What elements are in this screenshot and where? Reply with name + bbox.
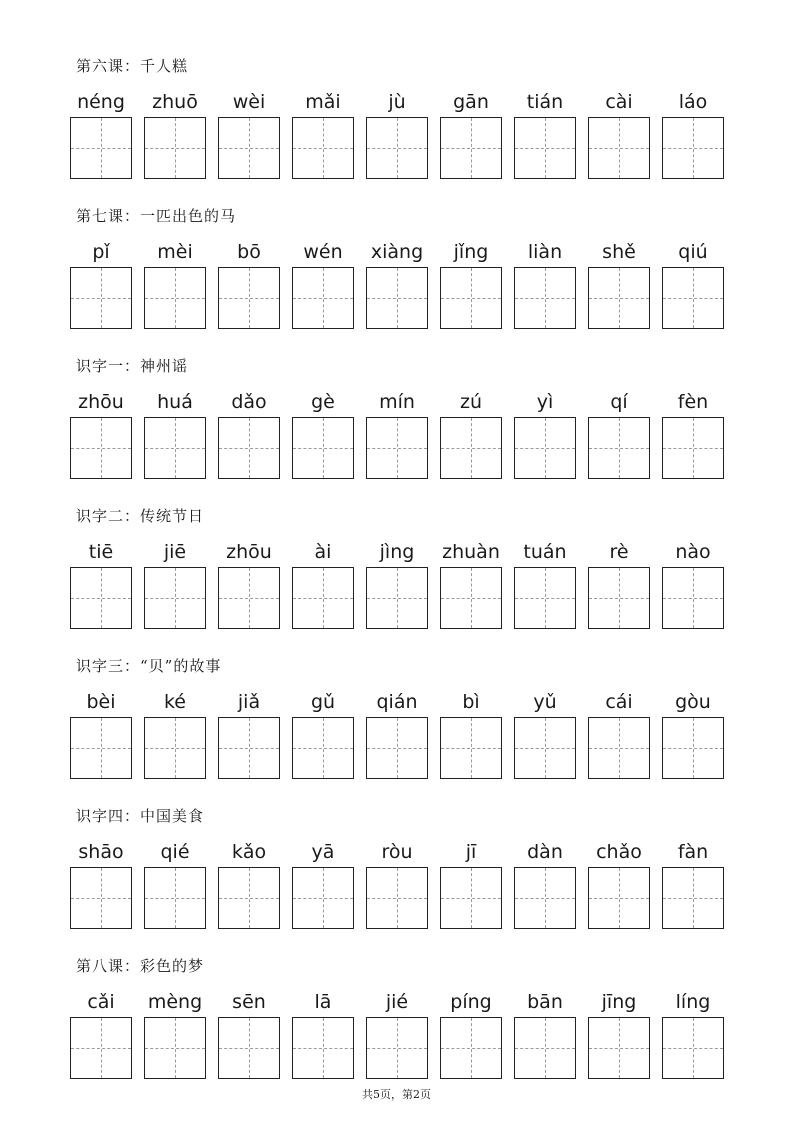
grid-guide-horizontal: [219, 1048, 279, 1049]
grid-guide-horizontal: [71, 898, 131, 899]
pinyin-label: jī: [465, 841, 477, 863]
lesson-title: 第六课：千人糕: [76, 57, 189, 75]
tian-grid-box[interactable]: [514, 1017, 576, 1079]
pinyin-label: bān: [527, 991, 563, 1013]
grid-guide-horizontal: [663, 298, 723, 299]
grid-guide-horizontal: [367, 898, 427, 899]
grid-guide-horizontal: [441, 148, 501, 149]
grid-guide-horizontal: [441, 898, 501, 899]
pinyin-label: dǎo: [231, 391, 267, 413]
grid-guide-horizontal: [293, 148, 353, 149]
pinyin-label: pǐ: [92, 241, 110, 263]
pinyin-label: chǎo: [596, 841, 642, 863]
pinyin-label: yì: [536, 391, 554, 413]
pinyin-label: lā: [314, 991, 332, 1013]
tian-grid-box[interactable]: [70, 1017, 132, 1079]
lesson-title: 第七课：一匹出色的马: [76, 207, 237, 225]
pinyin-label: bō: [237, 241, 261, 263]
lesson-section: [0, 450, 793, 600]
pinyin-label: gè: [311, 391, 335, 413]
lesson-section: [0, 750, 793, 900]
pinyin-label: zhuō: [152, 91, 198, 113]
grid-guide-horizontal: [71, 598, 131, 599]
tian-grid-box[interactable]: [588, 1017, 650, 1079]
grid-guide-horizontal: [367, 298, 427, 299]
pinyin-label: jǐng: [453, 241, 489, 263]
grid-guide-horizontal: [663, 1048, 723, 1049]
grid-guide-horizontal: [145, 448, 205, 449]
pinyin-label: mèng: [147, 991, 203, 1013]
pinyin-label: cǎi: [87, 991, 115, 1013]
grid-guide-horizontal: [145, 598, 205, 599]
pinyin-label: jiǎ: [237, 691, 261, 713]
pinyin-label: tiē: [88, 541, 114, 563]
pinyin-label: qián: [376, 691, 418, 713]
pinyin-label: jiē: [163, 541, 187, 563]
grid-guide-horizontal: [663, 898, 723, 899]
pinyin-label: jīng: [601, 991, 637, 1013]
pinyin-label: ké: [163, 691, 186, 713]
grid-guide-horizontal: [589, 448, 649, 449]
grid-guide-horizontal: [515, 598, 575, 599]
grid-guide-horizontal: [515, 1048, 575, 1049]
grid-guide-horizontal: [293, 748, 353, 749]
pinyin-label: píng: [450, 991, 492, 1013]
pinyin-label: qié: [160, 841, 190, 863]
grid-guide-horizontal: [219, 898, 279, 899]
grid-guide-horizontal: [515, 898, 575, 899]
lesson-title: 识字三：“贝”的故事: [76, 657, 222, 675]
grid-guide-horizontal: [589, 148, 649, 149]
pinyin-label: cái: [605, 691, 633, 713]
pinyin-label: mèi: [157, 241, 193, 263]
grid-guide-horizontal: [663, 148, 723, 149]
pinyin-label: shāo: [78, 841, 124, 863]
pinyin-label: mín: [379, 391, 415, 413]
grid-guide-horizontal: [367, 148, 427, 149]
grid-guide-horizontal: [515, 748, 575, 749]
pinyin-label: fàn: [677, 841, 709, 863]
grid-guide-horizontal: [663, 448, 723, 449]
tian-grid-box[interactable]: [292, 1017, 354, 1079]
pinyin-label: shě: [602, 241, 636, 263]
grid-guide-horizontal: [71, 148, 131, 149]
grid-guide-horizontal: [515, 448, 575, 449]
lesson-section: [0, 600, 793, 750]
grid-guide-horizontal: [663, 598, 723, 599]
grid-guide-horizontal: [71, 748, 131, 749]
grid-guide-horizontal: [367, 1048, 427, 1049]
pinyin-label: yā: [311, 841, 335, 863]
grid-guide-horizontal: [71, 1048, 131, 1049]
grid-guide-horizontal: [293, 898, 353, 899]
pinyin-label: gòu: [675, 691, 711, 713]
pinyin-label: zhōu: [78, 391, 124, 413]
grid-guide-horizontal: [441, 748, 501, 749]
pinyin-label: nào: [675, 541, 711, 563]
grid-guide-horizontal: [219, 148, 279, 149]
grid-guide-horizontal: [293, 598, 353, 599]
grid-guide-horizontal: [219, 598, 279, 599]
pinyin-label: ròu: [381, 841, 413, 863]
grid-guide-horizontal: [219, 748, 279, 749]
grid-guide-horizontal: [145, 898, 205, 899]
pinyin-label: dàn: [527, 841, 563, 863]
grid-guide-horizontal: [589, 1048, 649, 1049]
pinyin-label: sēn: [232, 991, 266, 1013]
pinyin-label: kǎo: [231, 841, 267, 863]
grid-guide-horizontal: [589, 748, 649, 749]
grid-guide-horizontal: [293, 448, 353, 449]
lesson-title: 识字二：传统节日: [76, 507, 205, 525]
pinyin-label: mǎi: [305, 91, 341, 113]
grid-guide-horizontal: [515, 298, 575, 299]
grid-guide-horizontal: [71, 448, 131, 449]
pinyin-label: bì: [462, 691, 480, 713]
tian-grid-box[interactable]: [662, 1017, 724, 1079]
grid-guide-horizontal: [145, 298, 205, 299]
pinyin-label: liàn: [527, 241, 563, 263]
tian-grid-box[interactable]: [218, 1017, 280, 1079]
pinyin-label: tuán: [523, 541, 567, 563]
grid-guide-horizontal: [441, 448, 501, 449]
grid-guide-horizontal: [219, 448, 279, 449]
lesson-title: 识字四：中国美食: [76, 807, 205, 825]
pinyin-label: fèn: [677, 391, 709, 413]
pinyin-label: gān: [453, 91, 489, 113]
grid-guide-horizontal: [589, 898, 649, 899]
page-footer: 共5页，第2页: [362, 1088, 431, 1101]
pinyin-label: zhuàn: [442, 541, 500, 563]
grid-guide-horizontal: [589, 298, 649, 299]
pinyin-label: líng: [675, 991, 711, 1013]
pinyin-label: qiú: [678, 241, 708, 263]
lesson-section: [0, 900, 793, 1050]
grid-guide-horizontal: [663, 748, 723, 749]
pinyin-label: rè: [609, 541, 629, 563]
pinyin-label: ài: [314, 541, 332, 563]
pinyin-label: jù: [388, 91, 406, 113]
pinyin-label: yǔ: [533, 691, 557, 713]
pinyin-label: xiàng: [370, 241, 424, 263]
pinyin-label: gǔ: [310, 691, 336, 713]
grid-guide-horizontal: [145, 1048, 205, 1049]
grid-guide-horizontal: [293, 298, 353, 299]
grid-guide-horizontal: [293, 1048, 353, 1049]
tian-grid-box[interactable]: [366, 1017, 428, 1079]
tian-grid-box[interactable]: [440, 1017, 502, 1079]
pinyin-label: jìng: [379, 541, 415, 563]
grid-guide-horizontal: [367, 598, 427, 599]
pinyin-label: zú: [459, 391, 482, 413]
pinyin-label: néng: [77, 91, 125, 113]
grid-guide-horizontal: [367, 748, 427, 749]
pinyin-label: láo: [678, 91, 708, 113]
lesson-section: [0, 150, 793, 300]
pinyin-label: tián: [526, 91, 564, 113]
grid-guide-horizontal: [367, 448, 427, 449]
lesson-title: 识字一：神州谣: [76, 357, 189, 375]
pinyin-label: bèi: [86, 691, 116, 713]
pinyin-label: cài: [605, 91, 633, 113]
grid-guide-horizontal: [145, 148, 205, 149]
pinyin-label: qí: [610, 391, 628, 413]
lesson-section: [0, 300, 793, 450]
grid-guide-horizontal: [515, 148, 575, 149]
pinyin-label: jié: [385, 991, 409, 1013]
grid-guide-horizontal: [219, 298, 279, 299]
pinyin-label: wèi: [232, 91, 266, 113]
lesson-section: [0, 0, 793, 150]
grid-guide-horizontal: [589, 598, 649, 599]
pinyin-label: wén: [303, 241, 343, 263]
lesson-title: 第八课：彩色的梦: [76, 957, 205, 975]
pinyin-label: zhōu: [226, 541, 272, 563]
pinyin-label: huá: [157, 391, 193, 413]
grid-guide-horizontal: [71, 298, 131, 299]
grid-guide-horizontal: [441, 298, 501, 299]
grid-guide-horizontal: [441, 598, 501, 599]
tian-grid-box[interactable]: [144, 1017, 206, 1079]
grid-guide-horizontal: [145, 748, 205, 749]
grid-guide-horizontal: [441, 1048, 501, 1049]
